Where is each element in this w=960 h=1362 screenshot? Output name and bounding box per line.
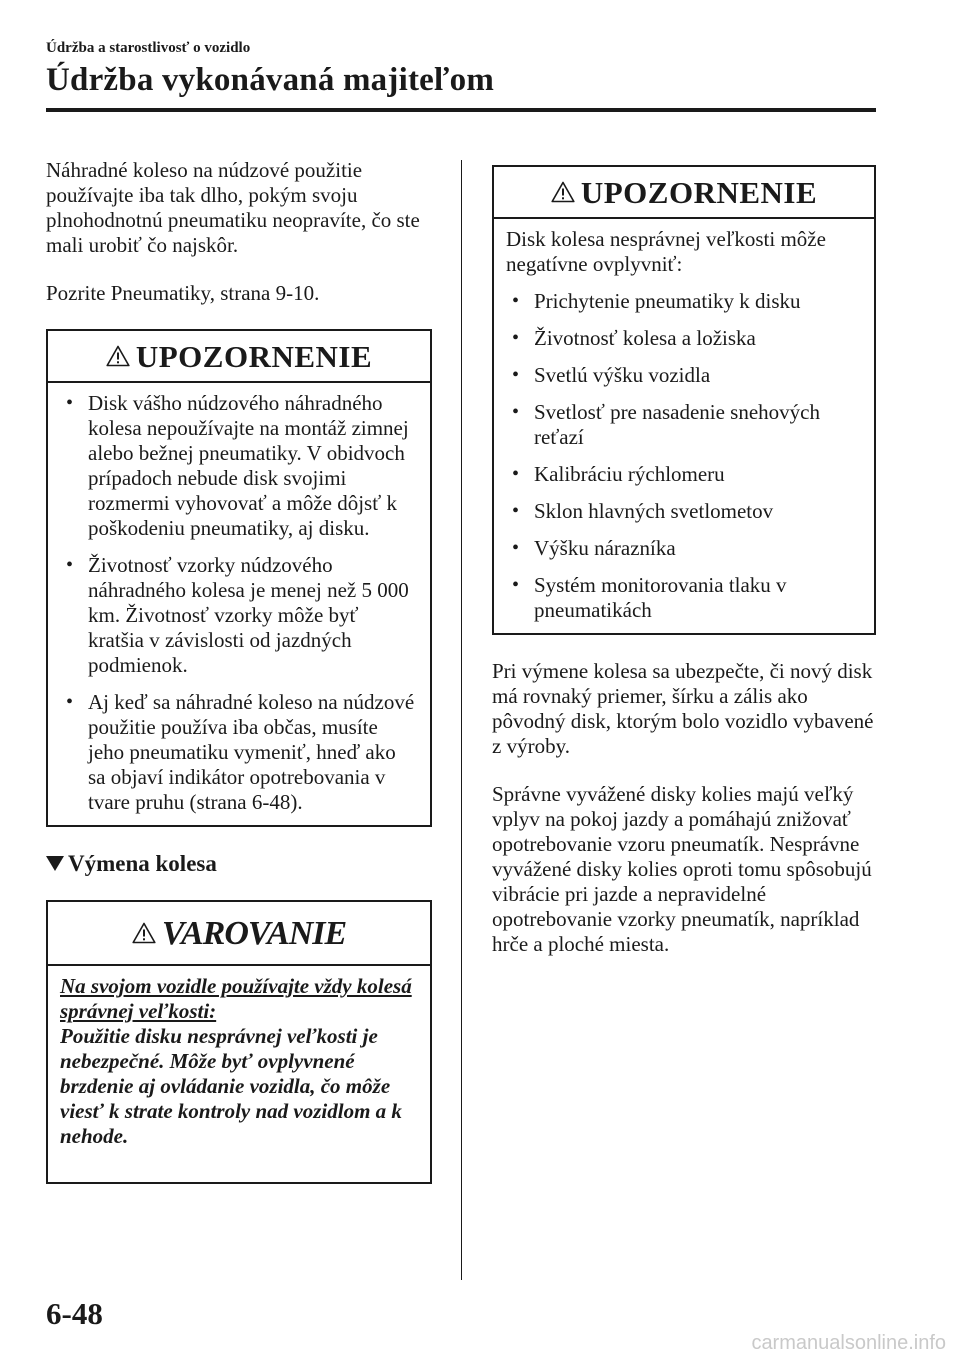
list-item: • Kalibráciu rýchlomeru	[506, 462, 862, 487]
caution-list	[506, 289, 862, 623]
list-item: • Životnosť vzorky núdzového náhradného kolesa je menej než 5 000 km. Životnosť vzorky môže byť kratšia v závislosti od jazdných podmienok.	[60, 553, 418, 678]
header-rule	[46, 108, 876, 112]
warning-box	[46, 900, 432, 1184]
column-divider	[461, 160, 462, 1280]
list-item: • Aj keď sa náhradné koleso na núdzové použitie používa iba občas, musíte jeho pneumatiku vymeniť, hneď ako sa objaví indikátor opotrebovania v tvare pruhu (strana 6-48).	[60, 690, 418, 815]
triangle-down-icon	[46, 856, 64, 871]
list-item: • Životnosť kolesa a ložiska	[506, 326, 862, 351]
warning-triangle-icon	[551, 181, 575, 203]
watermark: carmanualsonline.info	[751, 1332, 946, 1354]
breadcrumb: Údržba a starostlivosť o vozidlo	[46, 40, 251, 56]
list-item: • Prichytenie pneumatiky k disku	[506, 289, 862, 314]
caution-box-disk-size	[492, 165, 876, 635]
warning-triangle-icon	[132, 922, 156, 944]
caution-label: UPOZORNENIE	[580, 174, 818, 210]
caution-header	[494, 167, 874, 219]
wheel-replacement-paragraph: Pri výmene kolesa sa ubezpečte, či nový disk má rovnaký priemer, šírku a zális ako pôvodný disk, ktorým bolo vozidlo vybavené z výroby.	[492, 659, 874, 758]
left-column	[46, 158, 432, 1208]
warning-header	[48, 902, 430, 966]
reference-paragraph: Pozrite Pneumatiky, strana 9-10.	[46, 281, 320, 305]
caution-header	[48, 331, 430, 383]
page-title: Údržba vykonávaná majiteľom	[46, 62, 495, 98]
caution-box-spare-wheel	[46, 329, 432, 827]
intro-paragraph: Náhradné koleso na núdzové použitie používajte iba tak dlho, pokým svoju plnohodnotnú pneumatiku neopravíte, čo ste mali urobiť čo najskôr.	[46, 158, 420, 257]
list-item: • Výšku nárazníka	[506, 536, 862, 561]
warning-lead: Na svojom vozidle používajte vždy kolesá správnej veľkosti:	[60, 974, 412, 1023]
section-heading-text: Výmena kolesa	[68, 851, 217, 876]
wheel-balance-paragraph: Správne vyvážené disky kolies majú veľký vplyv na pokoj jazdy a pomáhajú znižovať opotrebovanie vzoru pneumatík. Nesprávne vyvážené disky kolies oproti tomu spôsobujú vibrácie pri jazde a nepravidelné opotrebovanie vzorky pneumatík, napríklad hrče a ploché miesta.	[492, 782, 872, 956]
warning-body: Použitie disku nesprávnej veľkosti je nebezpečné. Môže byť ovplyvnené brzdenie aj ovládanie vozidla, čo môže viesť k strate kontroly nad vozidlom a k nehode.	[60, 1024, 402, 1148]
caution-list	[60, 391, 418, 815]
list-item: • Systém monitorovania tlaku v pneumatikách	[506, 573, 862, 623]
caution-intro: Disk kolesa nesprávnej veľkosti môže negatívne ovplyvniť:	[506, 227, 826, 276]
right-column	[492, 165, 876, 980]
caution-label: UPOZORNENIE	[135, 338, 373, 374]
list-item: • Sklon hlavných svetlometov	[506, 499, 862, 524]
page-number: 6-48	[46, 1296, 103, 1331]
list-item: • Svetlú výšku vozidla	[506, 363, 862, 388]
warning-triangle-icon	[106, 345, 130, 367]
warning-text	[60, 974, 418, 1149]
list-item: • Disk vášho núdzového náhradného kolesa nepoužívajte na montáž zimnej alebo bežnej pneumatiky. V obidvoch prípadoch nebude disk svojimi rozmermi vyhovovať a môže dôjsť k poškodeniu pneumatiky, aj disku.	[60, 391, 418, 541]
warning-label: VAROVANIE	[161, 914, 347, 952]
section-heading	[46, 851, 432, 876]
list-item: • Svetlosť pre nasadenie snehových reťazí	[506, 400, 862, 450]
